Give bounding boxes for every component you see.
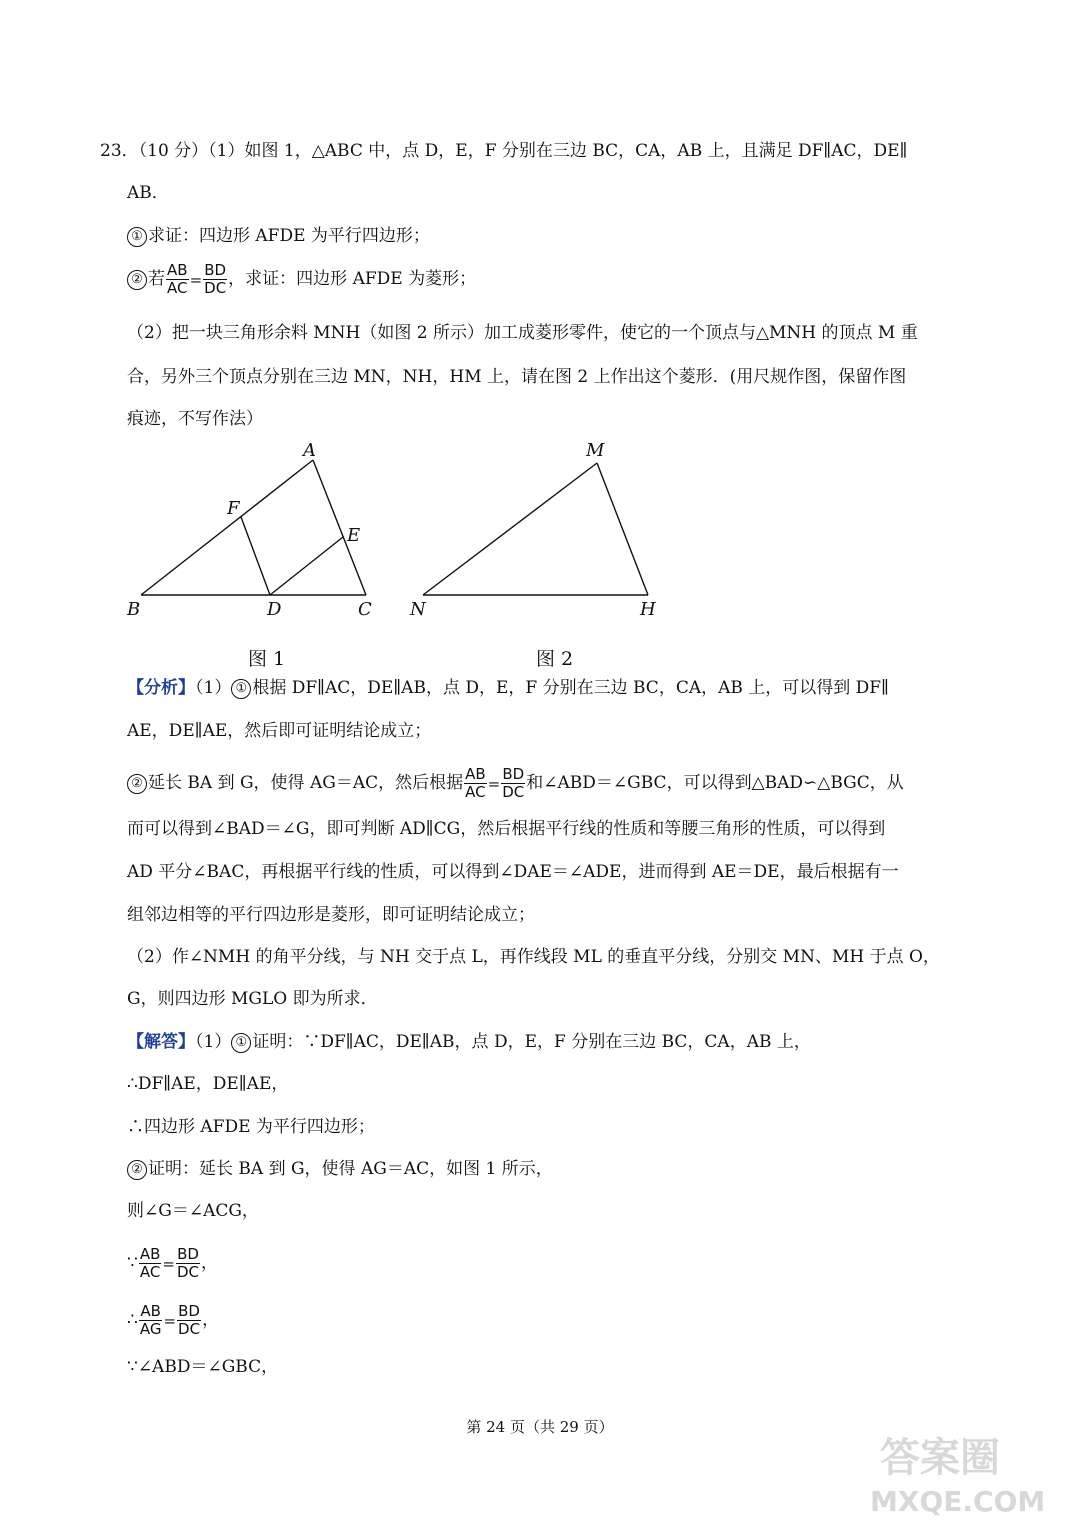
solution-line7: [127, 1303, 219, 1338]
svg-text:答案圈: 答案圈: [880, 1435, 1000, 1481]
question-2: [127, 262, 476, 297]
circled-number: ②: [127, 270, 147, 290]
analysis-line4: 而可以得到∠BAD＝∠G，即可判断 AD∥CG，然后根据平行线的性质和等腰三角形的性质，可以得到: [127, 819, 886, 839]
equals-sign: =: [189, 270, 203, 289]
fraction-ab-ac: $\frac{AB}{AC}$: [139, 1245, 161, 1281]
page-footer: 第 24 页（共 29 页）: [466, 1418, 614, 1436]
solution-text: 证明：延长 BA 到 G，使得 AG＝AC，如图 1 所示，: [148, 1159, 553, 1179]
label-H: H: [640, 599, 656, 620]
part2-line1: （2）把一块三角形余料 MNH（如图 2 所示）加工成菱形零件，使它的一个顶点与△MNH 的顶点 M 重: [127, 323, 918, 343]
analysis-line3: [127, 766, 904, 801]
fraction-bd-dc: $\frac{BD}{DC}$: [204, 261, 227, 297]
label-F: F: [227, 498, 240, 519]
analysis-tag: 【分析】: [127, 678, 195, 698]
comma: ，: [201, 1253, 218, 1273]
label-N: N: [410, 599, 426, 620]
fraction-ab-ac: $\frac{AB}{AC}$: [167, 261, 188, 297]
svg-text:MXQE.COM: MXQE.COM: [870, 1485, 1046, 1518]
geometry-figures: [0, 430, 1080, 630]
analysis-line8: G，则四边形 MGLO 即为所求．: [127, 989, 378, 1009]
label-B: B: [127, 599, 141, 620]
circled-number: ①: [231, 679, 251, 699]
solution-text: 证明：∵DF∥AC，DE∥AB，点 D，E，F 分别在三边 BC，CA，AB 上，: [252, 1032, 811, 1052]
solution-line1: [127, 1031, 811, 1053]
q2-pre: 若: [148, 269, 165, 289]
fraction-bd-dc: $\frac{BD}{DC}$: [178, 1302, 201, 1338]
solution-part: （1）: [195, 1032, 232, 1052]
therefore-symbol: ∴: [127, 1310, 138, 1330]
analysis-line2: AE，DE∥AE，然后即可证明结论成立；: [127, 721, 432, 741]
problem-head-cont: AB．: [127, 183, 169, 203]
figure-1-triangle: [141, 460, 366, 595]
label-M: M: [586, 440, 605, 461]
fraction-bd-dc: $\frac{BD}{DC}$: [502, 765, 525, 801]
label-E: E: [347, 525, 361, 546]
because-symbol: ∵: [127, 1253, 138, 1273]
solution-tag: 【解答】: [127, 1032, 195, 1052]
analysis-line5: AD 平分∠BAC，再根据平行线的性质，可以得到∠DAE＝∠ADE，进而得到 AE＝DE，最后根据有一: [127, 862, 899, 882]
analysis-part: （1）: [195, 678, 232, 698]
figure-2-triangle: [423, 463, 648, 595]
solution-line3: ∴四边形 AFDE 为平行四边形；: [127, 1117, 375, 1137]
equals-sign: =: [163, 1311, 177, 1330]
part2-line3: 痕迹，不写作法）: [127, 409, 263, 429]
fraction-ab-ag: $\frac{AB}{AG}$: [139, 1302, 162, 1338]
question-1: [127, 225, 430, 247]
question-1-text: 求证：四边形 AFDE 为平行四边形；: [148, 226, 430, 246]
solution-line6: [127, 1246, 218, 1281]
fraction-ab-ac: $\frac{AB}{AC}$: [465, 765, 486, 801]
analysis-text: 和∠ABD＝∠GBC，可以得到△BAD∽△BGC，从: [526, 773, 904, 793]
comma: ，: [202, 1310, 220, 1330]
equals-sign: =: [487, 774, 501, 793]
analysis-text: 延长 BA 到 G，使得 AG＝AC，然后根据: [148, 773, 464, 793]
equals-sign: =: [162, 1254, 175, 1273]
figure-2-caption: 图 2: [536, 648, 574, 670]
label-D: D: [267, 599, 282, 620]
analysis-text: 根据 DF∥AC，DE∥AB，点 D，E，F 分别在三边 BC，CA，AB 上，可以得到 DF∥: [252, 678, 889, 698]
solution-line2: ∴DF∥AE，DE∥AE，: [127, 1074, 289, 1094]
q2-post: ，求证：四边形 AFDE 为菱形；: [228, 269, 477, 289]
fraction-bd-dc: $\frac{BD}{DC}$: [176, 1245, 199, 1281]
circled-number: ①: [231, 1033, 251, 1053]
watermark-logo: [860, 1419, 1050, 1519]
circled-number: ①: [127, 227, 147, 247]
circled-number: ②: [127, 1160, 147, 1180]
figure-1-caption: 图 1: [248, 648, 286, 670]
label-A: A: [303, 440, 316, 461]
analysis-line6: 组邻边相等的平行四边形是菱形，即可证明结论成立；: [127, 905, 535, 925]
problem-head: 23．（10 分）（1）如图 1，△ABC 中，点 D，E，F 分别在三边 BC，CA，AB 上，且满足 DF∥AC，DE∥: [100, 141, 908, 161]
part2-line2: 合，另外三个顶点分别在三边 MN，NH，HM 上，请在图 2 上作出这个菱形．(用尺规作图，保留作图: [127, 367, 907, 387]
analysis-line7: （2）作∠NMH 的角平分线，与 NH 交于点 L，再作线段 ML 的垂直平分线，分别交 MN、MH 于点 O，: [127, 947, 940, 967]
solution-line4: [127, 1158, 553, 1180]
analysis-line1: [127, 677, 889, 699]
label-C: C: [358, 599, 372, 620]
circled-number: ②: [127, 774, 147, 794]
solution-line5: 则∠G＝∠ACG，: [127, 1201, 259, 1221]
solution-line8: ∵∠ABD＝∠GBC，: [127, 1357, 279, 1377]
